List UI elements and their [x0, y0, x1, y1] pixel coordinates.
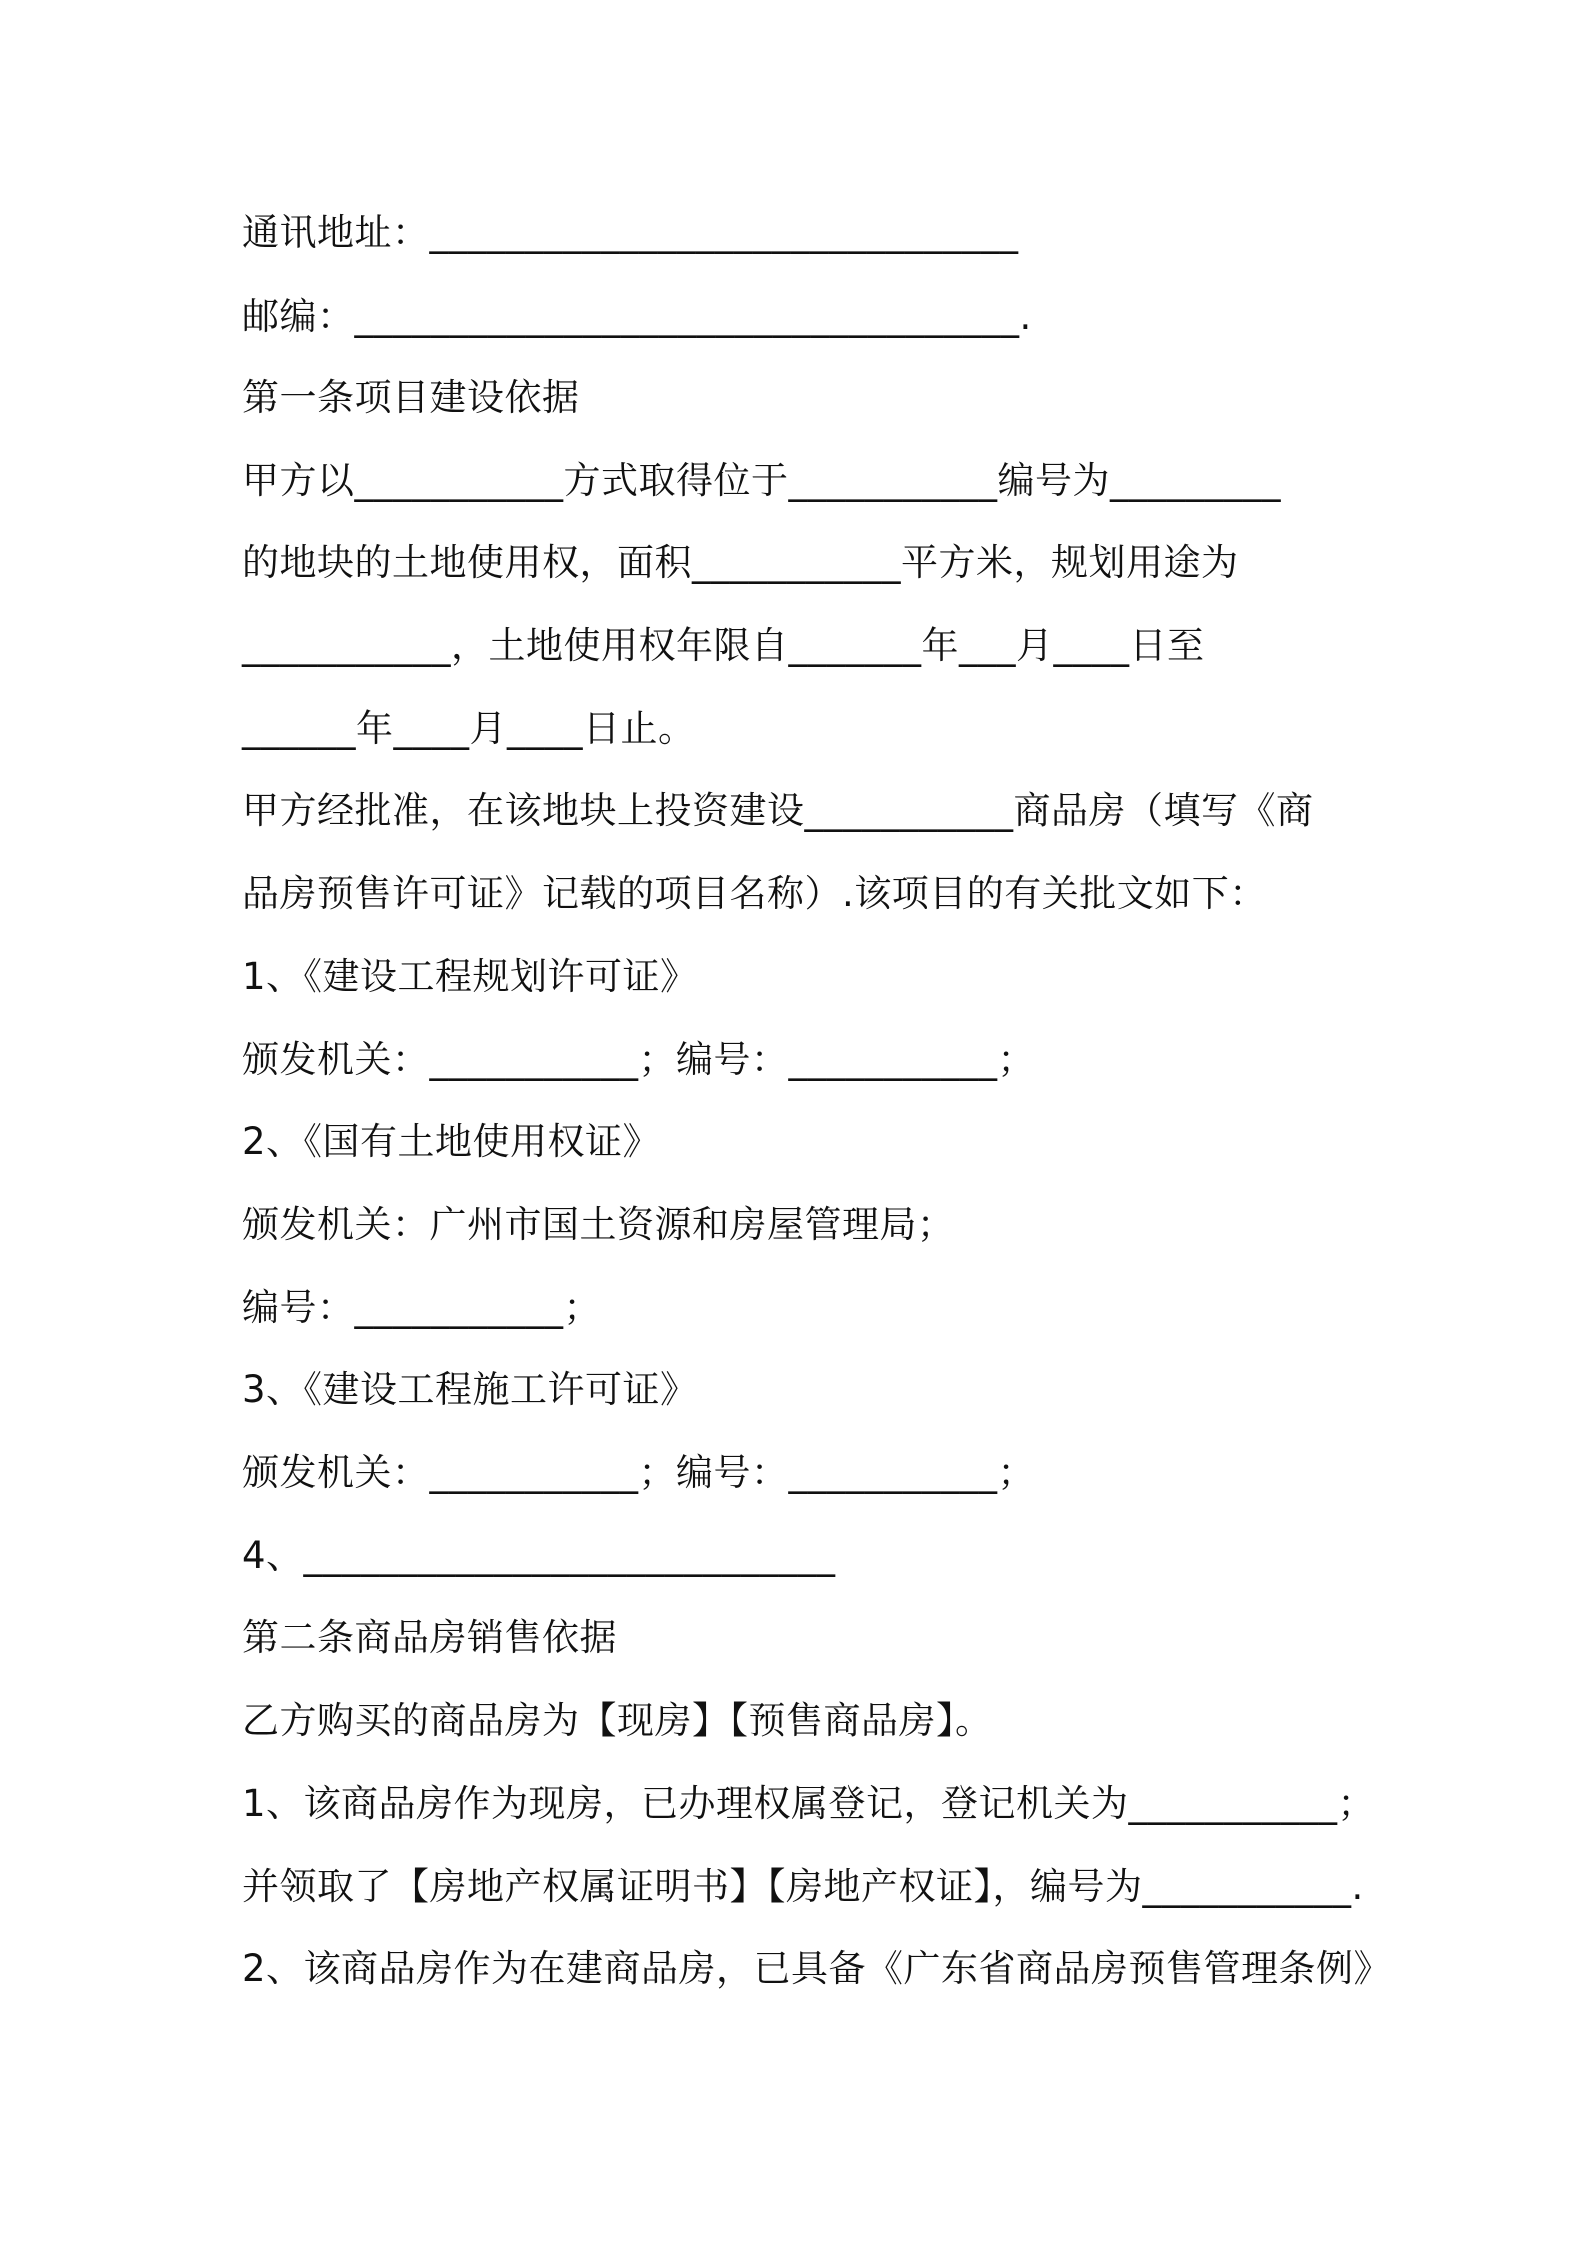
permit-2-title: 2、《国有土地使用权证》 [242, 1120, 661, 1163]
permit-3-details: 颁发机关：___________；编号：___________； [242, 1451, 1035, 1494]
land-use-term-end-line: ______年____月____日止。 [242, 707, 696, 750]
article-1-heading: 第一条项目建设依据 [242, 376, 580, 419]
permit-3-title: 3、《建设工程施工许可证》 [242, 1368, 698, 1411]
permit-2-number: 编号：___________； [242, 1286, 601, 1329]
permit-1-details: 颁发机关：___________；编号：___________； [242, 1038, 1035, 1081]
existing-house-line: 1、该商品房作为现房，已办理权属登记，登记机关为___________； [242, 1782, 1376, 1825]
investment-line: 甲方经批准，在该地块上投资建设___________商品房（填写《商 [242, 789, 1314, 832]
postal-code-line: 邮编：___________________________________. [242, 295, 1032, 338]
mailing-address-line: 通讯地址：_______________________________ [242, 211, 1019, 254]
permit-1-title: 1、《建设工程规划许可证》 [242, 955, 698, 998]
permit-4-line: 4、____________________________ [242, 1534, 836, 1577]
land-use-term-start-line: ___________，土地使用权年限自_______年___月____日至 [242, 624, 1205, 667]
land-use-right-line: 的地块的土地使用权，面积___________平方米，规划用途为 [242, 541, 1239, 584]
approval-intro-line: 品房预售许可证》记载的项目名称）.该项目的有关批文如下： [242, 872, 1267, 915]
permit-2-authority: 颁发机关：广州市国土资源和房屋管理局； [242, 1203, 955, 1246]
article-2-heading: 第二条商品房销售依据 [242, 1616, 617, 1659]
property-type-line: 乙方购买的商品房为【现房】【预售商品房】。 [242, 1699, 993, 1742]
presale-line: 2、该商品房作为在建商品房，已具备《广东省商品房预售管理条例》 [242, 1947, 1392, 1990]
certificate-line: 并领取了【房地产权属证明书】【房地产权证】，编号为___________. [242, 1865, 1364, 1908]
land-acquisition-line: 甲方以___________方式取得位于___________编号为_________ [242, 459, 1281, 502]
